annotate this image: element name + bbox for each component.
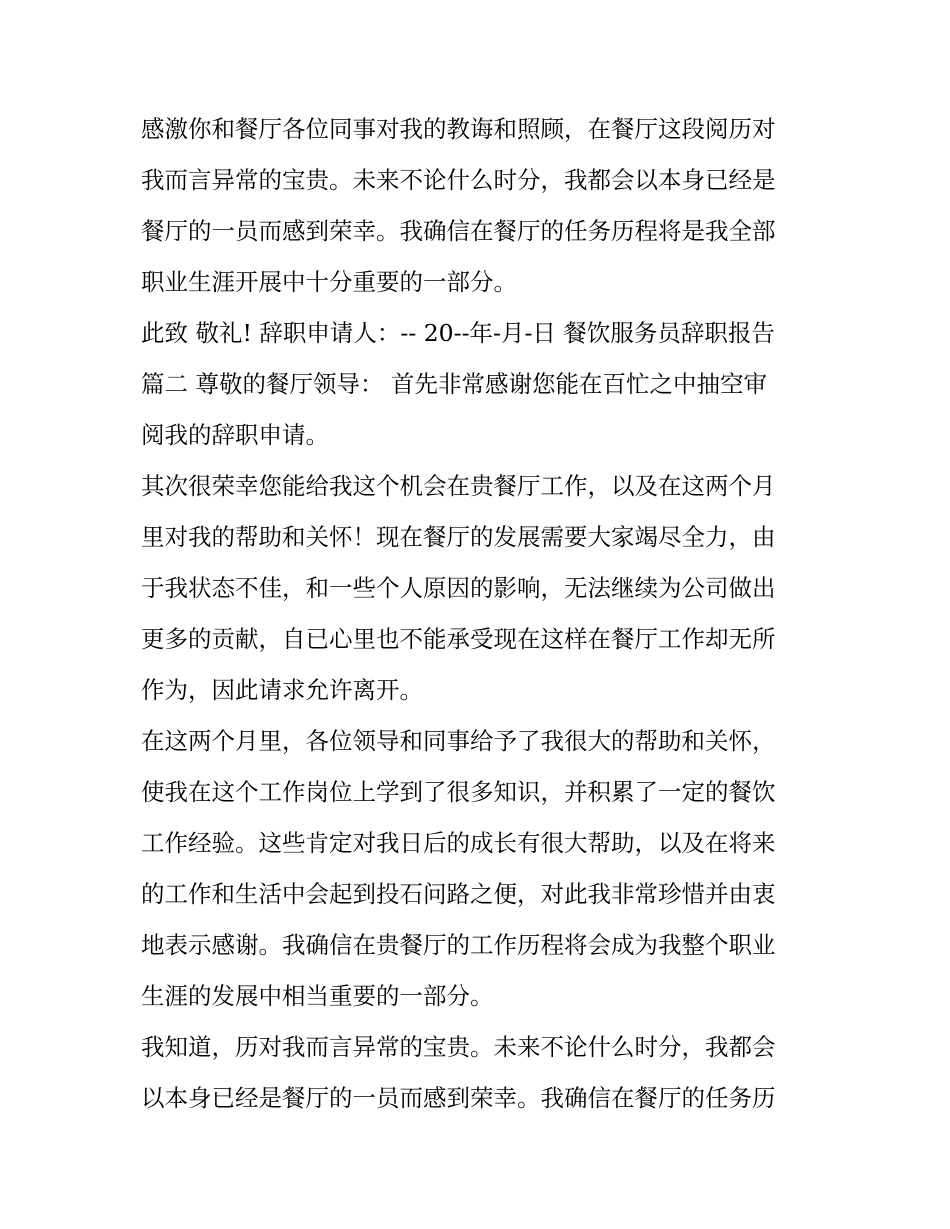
text-line: 感激你和餐厅各位同事对我的教诲和照顾，在餐厅这段阅历对 xyxy=(141,115,776,143)
closing-line: 此致 敬礼! 辞职申请人：-- 20--年-月-日 餐饮服务员辞职报告 xyxy=(141,319,775,347)
text-line: 我而言异常的宝贵。未来不论什么时分，我都会以本身已经是 xyxy=(141,166,776,194)
text-line: 作为，因此请求允许离开。 xyxy=(141,676,423,704)
text-line: 餐厅的一员而感到荣幸。我确信在餐厅的任务历程将是我全部 xyxy=(141,217,776,245)
text-line: 使我在这个工作岗位上学到了很多知识，并积累了一定的餐饮 xyxy=(141,778,776,806)
text-line: 以本身已经是餐厅的一员而感到荣幸。我确信在餐厅的任务历 xyxy=(141,1084,776,1112)
text-line: 地表示感谢。我确信在贵餐厅的工作历程将会成为我整个职业 xyxy=(141,931,776,959)
text-line: 里对我的帮助和关怀！现在餐厅的发展需要大家竭尽全力，由 xyxy=(141,523,776,551)
text-line: 更多的贡献，自已心里也不能承受现在这样在餐厅工作却无所 xyxy=(141,625,776,653)
text-line: 生涯的发展中相当重要的一部分。 xyxy=(141,982,494,1010)
text-line: 于我状态不佳，和一些个人原因的影响，无法继续为公司做出 xyxy=(141,574,776,602)
text-line: 篇二 尊敬的餐厅领导： 首先非常感谢您能在百忙之中抽空审 xyxy=(141,370,767,398)
text-line: 在这两个月里，各位领导和同事给予了我很大的帮助和关怀， xyxy=(141,727,776,755)
text-line: 其次很荣幸您能给我这个机会在贵餐厅工作，以及在这两个月 xyxy=(141,472,776,500)
text-line: 职业生涯开展中十分重要的一部分。 xyxy=(141,268,517,296)
text-line: 的工作和生活中会起到投石问路之便，对此我非常珍惜并由衷 xyxy=(141,880,776,908)
text-line: 阅我的辞职申请。 xyxy=(141,421,329,449)
text-line: 工作经验。这些肯定对我日后的成长有很大帮助，以及在将来 xyxy=(141,829,776,857)
text-line: 我知道，历对我而言异常的宝贵。未来不论什么时分，我都会 xyxy=(141,1033,776,1061)
body-text xyxy=(141,104,821,1124)
